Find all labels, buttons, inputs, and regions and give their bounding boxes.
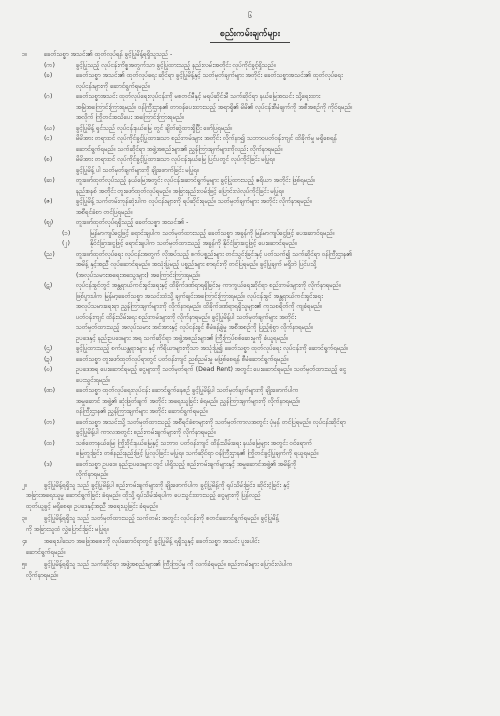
clause-line: ခွင့်ပြုမိန့် သက်တမ်းကုန်ဆုံးပါက လုပ်ငန်းများကို ရပ်ဆိုင်းရမည်။ သတ်မှတ်ချက်များ အတိုင်း လိုက်နာရမည်။ [76, 198, 312, 205]
clause-line: မိမိအား တရားဝင် လုပ်ကိုင်ခွင့်ပြုထားသော လုပ်ငန်းနယ်မြေ ပြင်ပတွင် လုပ်ကိုင်ခြင်း မပြုရ။ [76, 156, 275, 163]
clause-marker: (ဎ) [44, 366, 53, 373]
section-number: ၄။ [22, 538, 28, 545]
clause-line: ဥပဒေအရ ပေးဆောင်ရမည့် ငွေများကို သတ်မှတ်ရက် (Dead Rent) အတွင်း ပေးဆောင်ရမည်။ သတ်မှတ်ထားသည့် ငွေ [76, 366, 347, 373]
section-line: လိုက်နာရမည်။ [26, 571, 59, 579]
clause-marker: (ဂ) [44, 93, 53, 100]
clause-marker: (တ) [44, 418, 55, 426]
clause-line: ဝန်ကြီးဌာန၏ ညွှန်ကြားချက်များ အတိုင်း ဆောင်ရွက်ရမည်။ [76, 408, 208, 415]
clause-marker: (ဏ) [44, 387, 56, 394]
clause-line: နည်းစနစ် အတိုင်း တူးဖော်ထုတ်လုပ်ရမည်။ အခြားနည်းလမ်းဖြင့် ပြောင်းလဲလုပ်ကိုင်ခြင်း မပြုရ။ [76, 187, 285, 195]
clause-line: (အလုပ်သမားအရေးအသွေးများ) အကြောင်းကြားရမည်။ [76, 271, 201, 279]
section-number: ၁။ [22, 51, 28, 58]
clause-line: တူးဖော်ထုတ်လုပ်ရရှိသည့် ခေတ်သစ္စာ အသင်း၏ - [76, 219, 189, 226]
section-line: ခွင့်ပြုမိန့်ရရှိသူ သည် သက်ဆိုင်ရာ အဖွဲ့အစည်းများ၏ ကြီးကြပ်မှု ကို လက်ခံရမည်။ စည်းကမ်းများ ပြောင်းလဲပါက [44, 561, 293, 568]
clause-line: အမှုဆောင် အဖွဲ့၏ ဆုံးဖြတ်ချက် အတိုင်း အရေးယူခြင်း ခံရမည်။ ညွှန်ကြားချက်များကို လိုက်နာရမည်။ [76, 397, 301, 405]
clause-line: ခေတ်သစ္စာအသင်း ထုတ်လုပ်ရေးလုပ်ငန်းကို မစတင်မီနှင့် မရပ်ဆိုင်းမီ သက်ဆိုင်ရာ နယ်မြေအသင်း သို့ရေးထား [76, 93, 321, 100]
title-underline [210, 42, 290, 43]
clause-marker: (ည) [44, 250, 55, 258]
clause-marker: (ဒ) [44, 460, 53, 468]
clause-line: ခွင့်ပြုမိန့်ပါ ကာလအတွင်း စည်းကမ်းချက်များကို လိုက်နာရမည်။ [76, 429, 216, 436]
clause-line: မြေတူးခြင်း၊ တစ်နည်းနည်းဖြင့် ပြုလုပ်ခြင်း မပြုရ။ သက်ဆိုင်ရာ ဝန်ကြီးဌာန၏ ကြိုတင်ခွင့်ပြုချက်ကို ရယူရမည်။ [76, 450, 319, 457]
clause-marker: (ဋ) [44, 282, 53, 289]
clause-marker: (င) [44, 135, 53, 142]
section-line: ထုတ်ယူခွင့် မရှိစေရ။ ဥပဒေနှင့်အညီ အရေးယူခြင်း ခံရမည်။ [26, 502, 158, 510]
section-text: ခေတ်သစ္စာ အသင်း၏ ထုတ်လုပ်ရန် ခွင့်ပြုမိန့်ရရှိသူသည် - [44, 51, 173, 58]
clause-line: လုပ်ငန်းများကို ဆောင်ရွက်ရမည်။ [76, 82, 150, 90]
clause-marker: (ထ) [44, 439, 55, 447]
clause-line: ခေတ်သစ္စာ အသင်းသို့ သတ်မှတ်ထားသည့် အစီရင်ခံစာများကို သတ်မှတ်ကာလအတွင်း ပုံမှန် တင်ပြရမည်။ လုပ်ငန်းဆိုင်ရာ [76, 418, 346, 426]
clause-line: ဆောင်ရွက်ရမည်။ သက်ဆိုင်ရာ အဖွဲ့အစည်းများ၏ ညွှန်ကြားချက်များကိုလည်း လိုက်နာရမည်။ [76, 145, 283, 153]
clause-line: ပတ်ဝန်းကျင် ထိန်းသိမ်းရေး စည်းကမ်းများကို လိုက်နာရမည်။ ခွင့်ပြုမိန့်ပါ သတ်မှတ်ချက်များ အတိုင်း [76, 313, 297, 321]
clause-line: နိုင်ငံခြားငွေဖြင့် ရောင်းချပါက သတ်မှတ်ထားသည့် အခွန်ကို နိုင်ငံခြားငွေဖြင့် ပေးဆောင်ရမည်။ [90, 240, 297, 247]
section-line: ကို အခြားသူထံ လွှဲပြောင်းခြင်း မပြုရ။ [26, 525, 109, 533]
clause-line: တူးဖော်ထုတ်လုပ်ရေး လုပ်ငန်းအတွက် လိုအပ်သည့် စက်ပစ္စည်းများ တင်သွင်းခြင်းနှင့် ပတ်သက်၍ သက်ဆိုင်ရာ ဝန်ကြီးဌာန၏ [76, 250, 353, 258]
page-number: ၆ [247, 11, 253, 20]
clause-line: လိုက်နာရမည်။ [76, 471, 109, 478]
clause-line: ခွင့်ပြုမိန့် ပါ သတ်မှတ်ချက်များကို ချိုးဖောက်ခြင်း မပြုရ။ [76, 166, 199, 174]
clause-marker: (စ) [44, 156, 53, 163]
clause-line: ခွင့်ပြုသည့် လုပ်ငန်းကိစ္စအတွက်သာ ခွင့်ပြုထားသည့် နည်းလမ်းအတိုင်း လုပ်ကိုင်ခွင့်ရှိသည်။ [76, 61, 276, 69]
clause-line: ခေတ်သစ္စာ အသင်း၏ ထုတ်လုပ်ရေး ဆိုင်ရာ ခွင့်ပြုမိန့်နှင့် သတ်မှတ်ချက်များ အတိုင်း ခေတ်သစ္စာအသင်း၏ ထုတ်လုပ်ရေး [76, 72, 343, 79]
section-number: ၃။ [22, 515, 28, 522]
section-line: အခြားအရေးယူမှု ဆောင်ရွက်ခြင်း ခံရမည်။ ထိုသို့ ရုပ်သိမ်းခံရပါက ပေးသွင်းထားသည့် ငွေများကို ပြန်လည် [26, 492, 261, 499]
clause-line: အမြဲအကြောင်းကြားရမည်။ ဝန်ကြီးဌာန၏ တာဝန်ပေးထားသည့် အရာရှိ၏ မိမိ၏ လုပ်ငန်းစီမံချက်ကို အစီအစဉ်ကို ကိုင်ရမည်။ [76, 103, 353, 111]
section-number: ၂။ [22, 481, 27, 489]
clause-marker: (က) [44, 61, 55, 69]
clause-line: ခေတ်သစ္စာ ဥပဒေ၊ နည်းဥပဒေများ တွင် ပါရှိသည့် စည်းကမ်းချက်များနှင့် အမှုဆောင်အဖွဲ့၏ အမိန့်ကို [76, 460, 297, 468]
clause-line: ခွင့်ပြုထားသည့် စက်ယန္တရားများ နှင့် ကိရိယာများကိုသာ အသုံးပြု၍ ခေတ်သစ္စာ ထုတ်လုပ်ရေး လုပ်ငန်းကို ဆောင်ရွက်ရမည်။ [76, 345, 349, 352]
clause-line: ဖြစ်ပွားပါက မြန်မာ့ခေတ်သစ္စာ အသင်းထံသို့ ချက်ချင်းအကြောင်းကြားရမည်။ လုပ်ငန်းခွင် အန္တရာယ်ကင်းရှင်းရေး [76, 292, 323, 300]
clause-marker: (ဆ) [44, 177, 55, 184]
section-line: ခွင့်ပြုမိန့်ရရှိသူ သည် သတ်မှတ်ထားသည့် သက်တမ်း အတွင်း လုပ်ငန်းကို စတင်ဆောင်ရွက်ရမည်။ ခွင့်ပြုမိန့် [44, 515, 279, 522]
clause-line: ပေးသွင်းရမည်။ [76, 376, 111, 384]
clause-line: လုပ်ငန်းခွင်တွင် အန္တရာယ်ကင်းရှင်းရေးနှင့် ထိခိုက်ဒဏ်ရာရရှိခြင်းမှ ကာကွယ်ရေးဆိုင်ရာ စည်းကမ်းများကို လိုက်နာရမည်။ [76, 282, 341, 289]
section-number: ၅။ [22, 561, 28, 568]
clause-marker: (ဍ) [44, 355, 53, 363]
clause-line: အလုပ်သမားရေးရာ ညွှန်ကြားချက်များကို လိုက်နာရမည်။ ထိခိုက်ဒဏ်ရာရရှိသူများ၏ ကုသစရိတ်ကို ကျခံရမည်။ [76, 303, 323, 310]
clause-line: တူးဖော်ထုတ်လုပ်သည့် နယ်မြေအတွင်း လုပ်ငန်းဆောင်ရွက်မှုများ ခွင့်ပြုထားသည့် ဧရိယာ အတိုင်း ဖြစ်ရမည်။ [76, 177, 316, 184]
clause-marker: (၁) [62, 229, 71, 237]
clause-line: မိမိအား တရားဝင် လုပ်ကိုင်ခွင့်ပြုထားသော စည်းကမ်းများ အတိုင်း လိုက်နာ၍ သဘာဝပတ်ဝန်းကျင် ထိခိုက်မှု မရှိစေရန် [76, 135, 337, 142]
clause-line: မြန်မာကျပ်ငွေဖြင့် ရောင်းချပါက သတ်မှတ်ထားသည့် ခေတ်သစ္စာ အခွန်ကို မြန်မာကျပ်ငွေဖြင့် ပေးဆောင်ရမည်။ [90, 229, 335, 237]
clause-marker: (ဃ) [44, 124, 55, 132]
section-line: အရေးပါသော အဖြေအစေးကို လုပ်ဆောင်ရာတွင် ခွင့်ပြုမိန့် ရရှိသူနှင့် ခေတ်သစ္စာ အသင်း ပူးပေါင်း [44, 538, 260, 545]
clause-marker: (ဇ) [44, 198, 53, 205]
clause-line: အစီရင်ခံစာ တင်ပြရမည်။ [76, 208, 133, 216]
clause-line: အမိန့် နှင့်အညီ လုပ်ဆောင်ရမည်။ အသုံးပြုမည့် ပစ္စည်းများ စာရင်းကို တင်ပြရမည်။ ခွင့်ပြုချက် မရှိဘဲ ပြင်ပသို့ [76, 261, 317, 268]
clause-line: ခေတ်သစ္စာ ထုတ်လုပ်ရေးလုပ်ငန်း ဆောင်ရွက်နေစဉ် ခွင့်ပြုမိန့်ပါ သတ်မှတ်ချက်များကို ချိုးဖောက်ပါက [76, 387, 299, 394]
clause-marker: (၂) [62, 240, 70, 247]
clause-line: အလိုက် ကြိုတင်အသိပေး အကြောင်းကြားရမည်။ [76, 114, 185, 121]
clause-marker: (ခ) [44, 72, 53, 79]
clause-line: ခွင့်ပြုမိန့် ရှင်သည် လုပ်ငန်းနယ်မြေ တွင် ချိတ်ဆွဲထားရှိပြီး ဖော်ပြရမည်။ [76, 124, 233, 132]
section-line: ခွင့်ပြုမိန့်ရရှိသူ သည် ခွင့်ပြုမိန့်ပါ စည်းကမ်းချက်များကို ချိုးဖောက်ပါက ခွင့်ပြုမိန့်ကို ရုပ်သိမ်းခြင်း၊ ဆိုင်းငံ့ခြင်း နှင့် [44, 481, 290, 489]
clause-line: ဥပဒေနှင့် နည်းဥပဒေများ အရ သက်ဆိုင်ရာ အဖွဲ့အစည်းများ၏ ကြီးကြပ်စစ်ဆေးမှုကို ခံယူရမည်။ [76, 334, 289, 342]
page-title: စည်းကမ်းချက်များ [219, 29, 281, 39]
clause-line: သတ်မှတ်ထားသည့် အလုပ်သမား အင်အားနှင့် လုပ်ငန်းခွင် စီမံခန့်ခွဲမှု အစီအစဉ်ကို ပြည့်စုံစွာ လိုက်နာရမည်။ [76, 324, 314, 331]
clause-marker: (ဌ) [44, 345, 53, 352]
clause-marker: (ဈ) [44, 219, 54, 226]
section-line: ဆောင်ရွက်ရမည်။ [26, 548, 66, 556]
clause-line: ခေတ်သစ္စာ တူးဖော်ထုတ်လုပ်ရာတွင် ပတ်ဝန်းကျင် ညစ်ညမ်းမှု မဖြစ်စေရန် စီမံဆောင်ရွက်ရမည်။ [76, 355, 289, 363]
clause-line: သစ်တောနယ်မြေ၊ ကြိုးဝိုင်းနယ်မြေနှင့် သဘာဝ ပတ်ဝန်းကျင် ထိန်းသိမ်းရေး နယ်မြေများ အတွင်း ဝင်ရောက် [76, 439, 313, 447]
